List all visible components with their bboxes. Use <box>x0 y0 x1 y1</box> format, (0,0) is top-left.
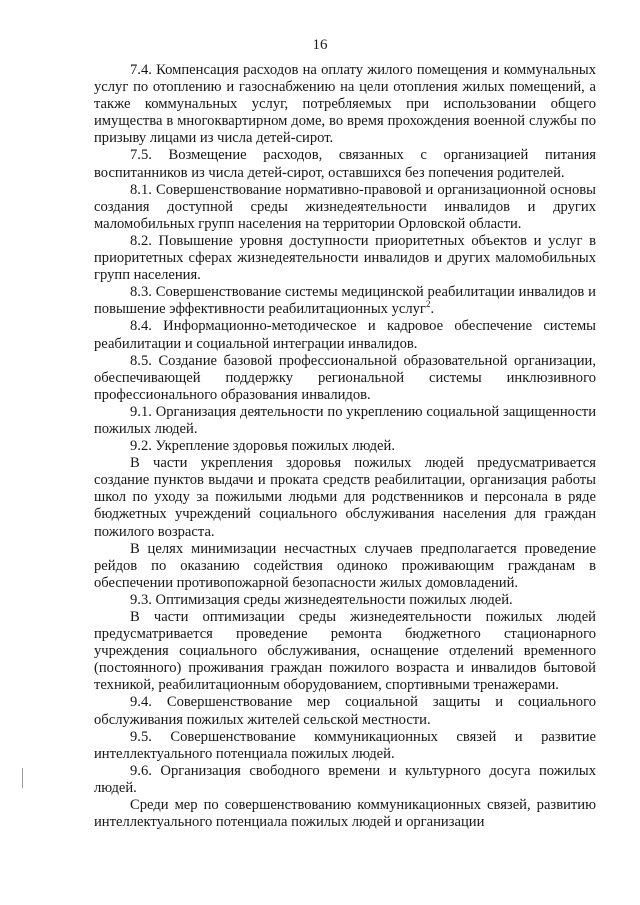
paragraph-8-3 <box>94 284 596 318</box>
paragraph-8-4: 8.4. Информационно-методическое и кадровое обеспечение системы реабилитации и социальной интеграции инвалидов. <box>94 318 596 352</box>
paragraph-accidents: В целях минимизации несчастных случаев предполагается проведение рейдов по оказанию содействия одиноко проживающим гражданам в обеспечении противопожарной безопасности жилых домовладений. <box>94 540 596 591</box>
paragraph-7-5: 7.5. Возмещение расходов, связанных с организацией питания воспитанников из числа детей-сирот, оставшихся без попечения родителей. <box>94 147 596 181</box>
paragraph-8-3-text: 8.3. Совершенствование системы медицинской реабилитации инвалидов и повышение эффективности реабилитационных услуг <box>94 284 596 318</box>
paragraph-8-5: 8.5. Создание базовой профессиональной образовательной организации, обеспечивающей поддержку региональной системы инклюзивного профессионального образования инвалидов. <box>94 352 596 403</box>
scan-margin-mark <box>22 768 23 788</box>
paragraph-measures: Среди мер по совершенствованию коммуникационных связей, развитию интеллектуального потенциала пожилых людей и организации <box>94 797 596 831</box>
paragraph-9-2: 9.2. Укрепление здоровья пожилых людей. <box>130 438 395 455</box>
paragraph-9-4: 9.4. Совершенствование мер социальной защиты и социального обслуживания пожилых жителей сельской местности. <box>94 694 596 728</box>
paragraph-optimization: В части оптимизации среды жизнедеятельности пожилых людей предусматривается проведение ремонта бюджетного стационарного учреждения социального обслуживания, оснащение отделений временного (постоянного) проживания граждан пожилого возраста и инвалидов бытовой техникой, реабилитационным оборудованием, спортивными тренажерами. <box>94 609 596 694</box>
paragraph-9-5: 9.5. Совершенствование коммуникационных связей и развитие интеллектуального потенциала пожилых людей. <box>94 728 596 762</box>
paragraph-9-1: 9.1. Организация деятельности по укреплению социальной защищенности пожилых людей. <box>94 403 596 437</box>
document-body <box>94 62 596 831</box>
paragraph-8-3-end: . <box>430 301 435 318</box>
page-number: 16 <box>312 37 328 53</box>
paragraph-8-2: 8.2. Повышение уровня доступности приоритетных объектов и услуг в приоритетных сферах жизнедеятельности инвалидов и других маломобильных групп населения. <box>94 232 596 284</box>
paragraph-9-6: 9.6. Организация свободного времени и культурного досуга пожилых людей. <box>94 762 596 796</box>
paragraph-health: В части укрепления здоровья пожилых людей предусматривается создание пунктов выдачи и проката средств реабилитации, организация работы школ по уходу за пожилыми людьми для родственников и персонала в ряде бюджетных учреждений социального обслуживания населения для граждан пожилого возраста. <box>94 455 596 540</box>
paragraph-7-4: 7.4. Компенсация расходов на оплату жилого помещения и коммунальных услуг по отоплению и газоснабжению на цели отопления жилых помещений, а также коммунальных услуг, потребляемых при использовании общего имущества в многоквартирном доме, во время прохождения военной службы по призыву лицами из числа детей-сирот. <box>94 62 596 147</box>
paragraph-8-1: 8.1. Совершенствование нормативно-правовой и организационной основы создания доступной среды жизнедеятельности инвалидов и других маломобильных групп населения на территории Орловской области. <box>94 181 596 232</box>
paragraph-9-3: 9.3. Оптимизация среды жизнедеятельности пожилых людей. <box>130 591 513 608</box>
footnote-marker: 2 <box>425 299 431 310</box>
